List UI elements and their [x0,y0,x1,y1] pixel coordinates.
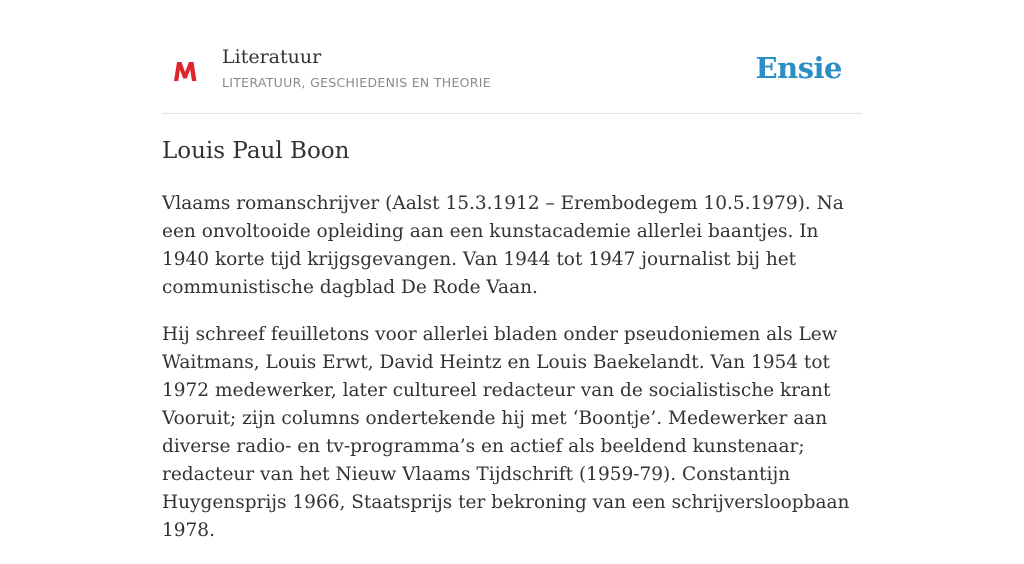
site-header [162,40,862,114]
ensie-brand-link[interactable]: Ensie [755,51,842,85]
site-title[interactable]: Literatuur [222,46,322,68]
red-m-logo-icon[interactable] [172,58,198,84]
article-paragraph: Vlaams romanschrijver (Aalst 15.3.1912 – Erembodegem 10.5.1979). Na een onvoltooide opleiding aan een kunstacademie allerlei baantjes. In 1940 korte tijd krijgsgevangen. Van 1944 tot 1947 journalist bij het communistische dagblad De Rode Vaan. [162,193,844,298]
article-paragraph: Hij schreef feuilletons voor allerlei bladen onder pseudoniemen als Lew Waitmans, Louis Erwt, David Heintz en Louis Baekelandt. Van 1954 tot 1972 medewerker, later cultureel redacteur van de socialistische krant Vooruit; zijn columns ondertekende hij met ‘Boontje’. Medewerker aan diverse radio- en tv-programma’s en actief als beeldend kunstenaar; redacteur van het Nieuw Vlaams Tijdschrift (1959-79). Constantijn Huygensprijs 1966, Staatsprijs ter bekroning van een schrijversloopbaan 1978. [162,324,850,541]
article-title: Louis Paul Boon [162,138,350,164]
site-subtitle: LITERATUUR, GESCHIEDENIS EN THEORIE [222,75,491,90]
article-body [162,190,862,564]
